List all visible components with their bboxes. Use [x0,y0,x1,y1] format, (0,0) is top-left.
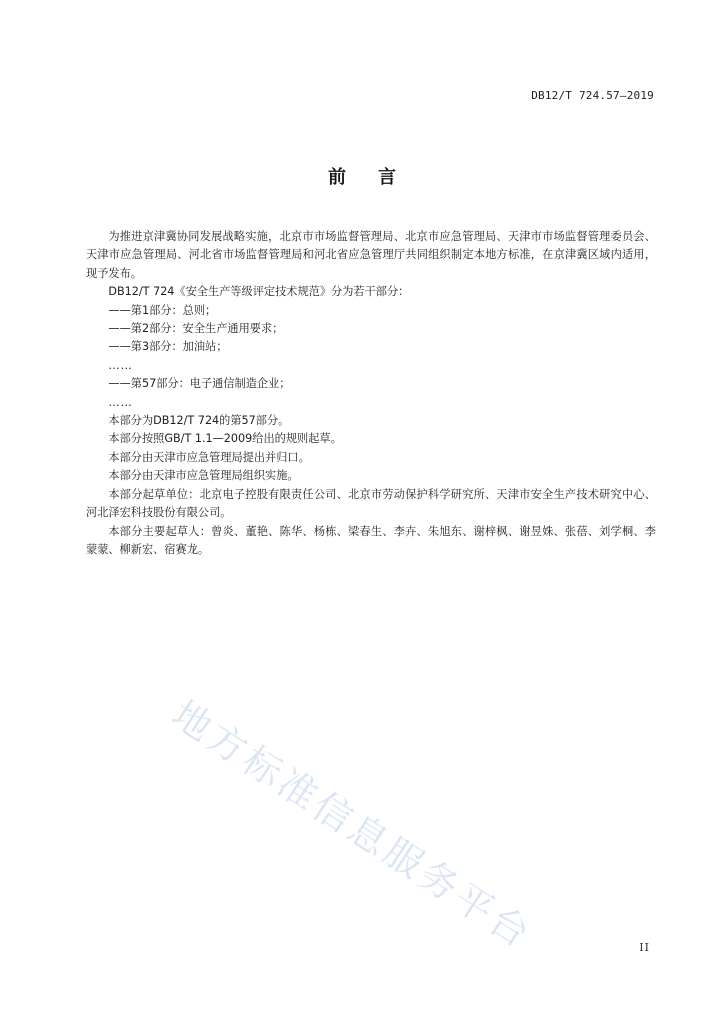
foreword-body [86,228,656,559]
watermark: 地方标准信息服务平台 [164,691,541,958]
implementer-statement: 本部分由天津市应急管理局组织实施。 [108,469,299,483]
part-list-item: ——第1部分：总则； [108,303,217,317]
drafting-rules-statement: 本部分按照GB/T 1.1—2009给出的规则起草。 [108,432,342,446]
part-list-item: ——第2部分：安全生产通用要求； [108,322,284,336]
series-statement: DB12/T 724《安全生产等级评定技术规范》分为若干部分： [108,285,410,299]
drafting-units: 本部分起草单位：北京电子控股有限责任公司、北京市劳动保护科学研究所、天津市安全生产技术研究中心、河北泽宏科技股份有限公司。 [86,487,656,520]
page-title: 前言 [328,167,428,188]
proposer-statement: 本部分由天津市应急管理局提出并归口。 [108,450,310,464]
drafters: 本部分主要起草人：曾炎、董艳、陈华、杨栋、梁春生、李卉、朱旭东、谢梓枫、谢昱姝、张蓓、刘学桐、李蒙蒙、柳新宏、宿赛龙。 [86,524,656,556]
part-list-item: ——第57部分：电子通信制造企业； [108,377,291,391]
part-list-ellipsis: …… [108,395,133,409]
page-number: II [639,941,650,954]
part-number-statement: 本部分为DB12/T 724的第57部分。 [108,414,290,428]
part-list-ellipsis: …… [108,358,133,372]
standard-code: DB12/T 724.57—2019 [531,89,654,102]
part-list-item: ——第3部分：加油站； [108,340,228,354]
intro-paragraph: 为推进京津冀协同发展战略实施，北京市市场监督管理局、北京市应急管理局、天津市市场监督管理委员会、天津市应急管理局、河北省市场监督管理局和河北省应急管理厅共同组织制定本地方标准，在京津冀区域内适用，现予发布。 [86,230,656,280]
